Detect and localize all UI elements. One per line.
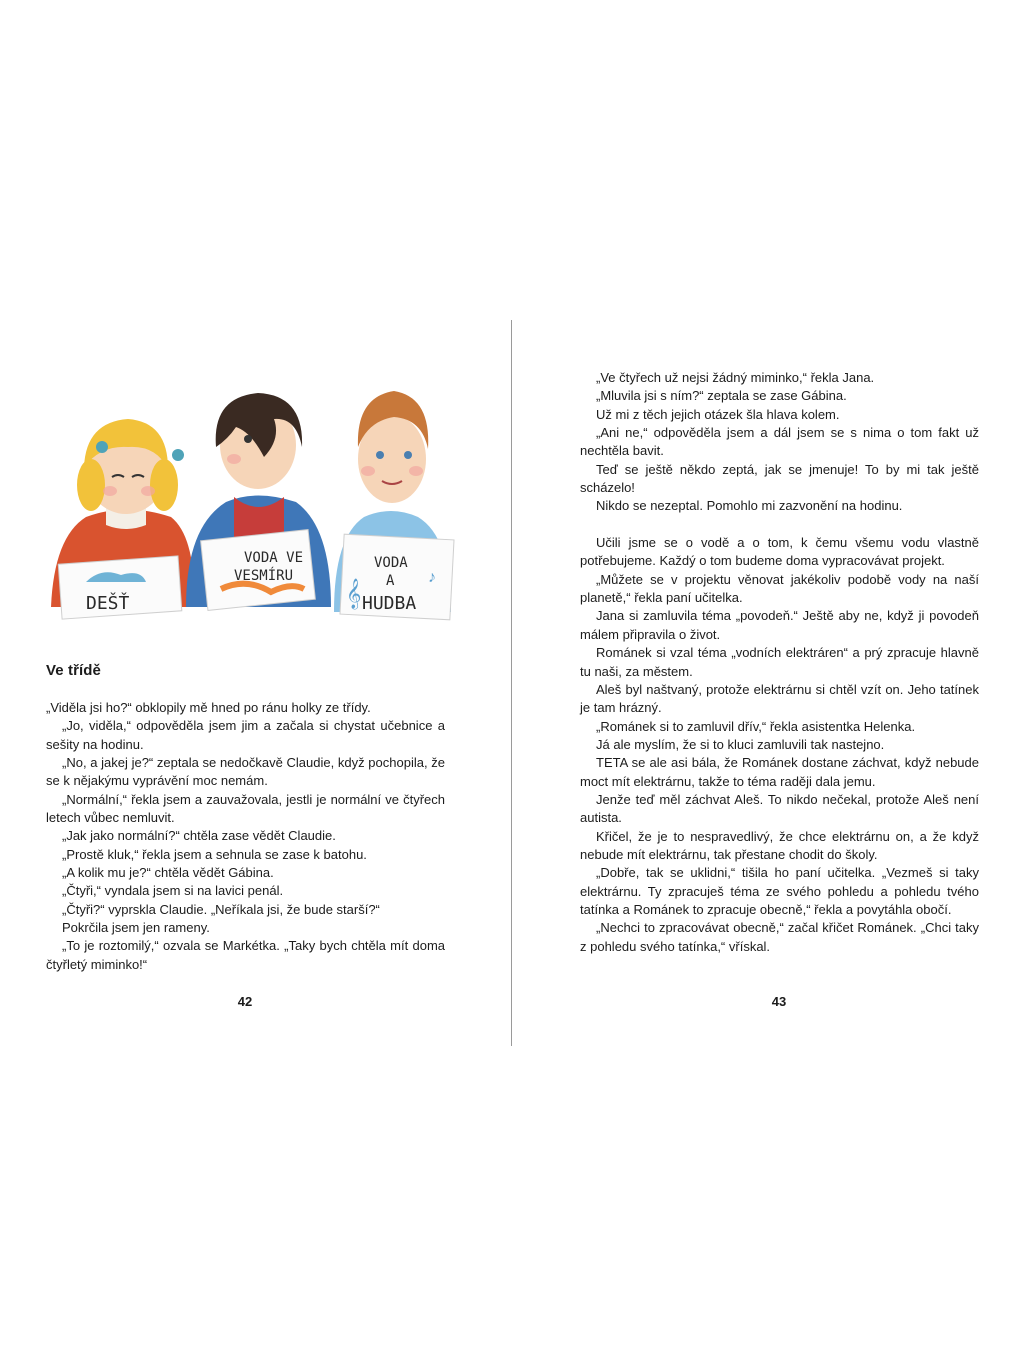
sign-left-text: DEŠŤ	[86, 593, 130, 614]
paragraph: „To je roztomilý,“ ozvala se Markétka. „Taky bych chtěla mít doma čtyřletý miminko!“	[46, 938, 445, 972]
paragraph: Křičel, že je to nespravedlivý, že chce elektrárnu on, a že když nebude mít elektrárnu, tak přestane chodit do školy.	[580, 828, 979, 862]
paragraph: Jenže teď měl záchvat Aleš. To nikdo nečekal, protože Aleš není autista.	[580, 791, 979, 826]
sign-right-text-1: VODA	[374, 555, 408, 571]
paragraph: „Jak jako normální?“ chtěla zase vědět Claudie.	[62, 828, 336, 844]
paragraph: „Jo, viděla,“ odpověděla jsem jim a začala si chystat učebnice a sešity na hodinu.	[46, 718, 445, 752]
paragraph: „Čtyři?“ vyprskla Claudie. „Neříkala jsi, že bude starší?“	[62, 901, 380, 917]
paragraph: Teď se ještě někdo zeptá, jak se jmenuje! To by mi tak ještě scházelo!	[580, 461, 979, 496]
page-gutter-divider	[511, 320, 512, 1046]
sign-music	[340, 534, 454, 620]
chapter-heading: Ve třídě	[46, 662, 101, 679]
paragraph: „Normální,“ řekla jsem a zauvažovala, jestli je normální ve čtyřech letech vůbec nemluvit.	[46, 791, 445, 826]
paragraph: „Mluvila jsi s ním?“ zeptala se zase Gábina.	[596, 388, 847, 404]
paragraph: „Čtyři,“ vyndala jsem si na lavici penál.	[62, 883, 284, 899]
paragraph: „Viděla jsi ho?“ obklopily mě hned po ránu holky ze třídy.	[46, 700, 371, 715]
paragraph: Románek si vzal téma „vodních elektráren“ a prý zpracuje hlavně tu naši, za městem.	[580, 645, 979, 679]
page-number-right: 43	[771, 994, 787, 1009]
sign-rain	[58, 556, 182, 619]
paragraph: „Románek si to zamluvil dřív,“ řekla asistentka Helenka.	[596, 718, 916, 734]
sign-space	[201, 530, 316, 611]
sign-right-text-3: HUDBA	[362, 593, 417, 614]
paragraph: „Prostě kluk,“ řekla jsem a sehnula se zase k batohu.	[62, 846, 367, 862]
paragraph: „Ve čtyřech už nejsi žádný miminko,“ řekla Jana.	[596, 370, 875, 385]
paragraph: „Ani ne,“ odpověděla jsem a dál jsem se s nima o tom fakt už nechtěla bavit.	[580, 425, 979, 459]
paragraph: „No, a jakej je?“ zeptala se nedočkavě Claudie, když pochopila, že se k nějakýmu vyprávění moc nemám.	[46, 755, 445, 789]
music-note-icon: ♪	[428, 569, 436, 586]
paragraph: Já ale myslím, že si to kluci zamluvili tak nastejno.	[596, 736, 885, 752]
right-page-body	[580, 369, 979, 956]
paragraph: Nikdo se nezeptal. Pomohlo mi zazvonění na hodinu.	[596, 498, 903, 514]
paragraph: „Nechci to zpracovávat obecně,“ začal křičet Románek. „Chci taky z pohledu svého tatínka,“ vřískal.	[580, 920, 979, 954]
paragraph: Pokrčila jsem jen rameny.	[62, 920, 210, 936]
paragraph: „A kolik mu je?“ chtěla vědět Gábina.	[62, 865, 274, 881]
treble-clef-icon: 𝄞	[346, 578, 362, 608]
sign-middle-text-1: VODA VE	[244, 550, 304, 566]
paragraph: Jana si zamluvila téma „povodeň.“ Ještě aby ne, když ji povodeň málem připravila o život.	[580, 608, 979, 642]
paragraph: „Můžete se v projektu věnovat jakékoliv podobě vody na naší planetě,“ řekla paní učitelka.	[580, 571, 979, 606]
sign-right-text-2: A	[386, 573, 395, 589]
paragraph: TETA se ale asi bála, že Románek dostane záchvat, když nebude moct mít elektrárnu, takže to téma raději dala jemu.	[580, 755, 979, 789]
page-number-left: 42	[237, 994, 253, 1009]
sign-middle-text-2: VESMÍRU	[234, 568, 294, 584]
left-page-body	[46, 699, 445, 974]
paragraph: Učili jsme se o vodě a o tom, k čemu všemu vodu vlastně potřebujeme. Každý o tom budeme doma vypracovávat projekt.	[580, 535, 979, 569]
children-illustration	[46, 377, 456, 639]
paragraph: „Dobře, tak se uklidni,“ tišila ho paní učitelka. „Vezmeš si taky elektrárnu. Ty zpracuješ téma ze svého pohledu a pohledu tvého tatínka a Románek to zpracuje obecně,“ řekla a povytáhla obočí.	[580, 865, 979, 917]
paragraph: Už mi z těch jejich otázek šla hlava kolem.	[596, 406, 840, 422]
paragraph: Aleš byl naštvaný, protože elektrárnu si chtěl vzít on. Jeho tatínek je tam hrázný.	[580, 681, 979, 716]
